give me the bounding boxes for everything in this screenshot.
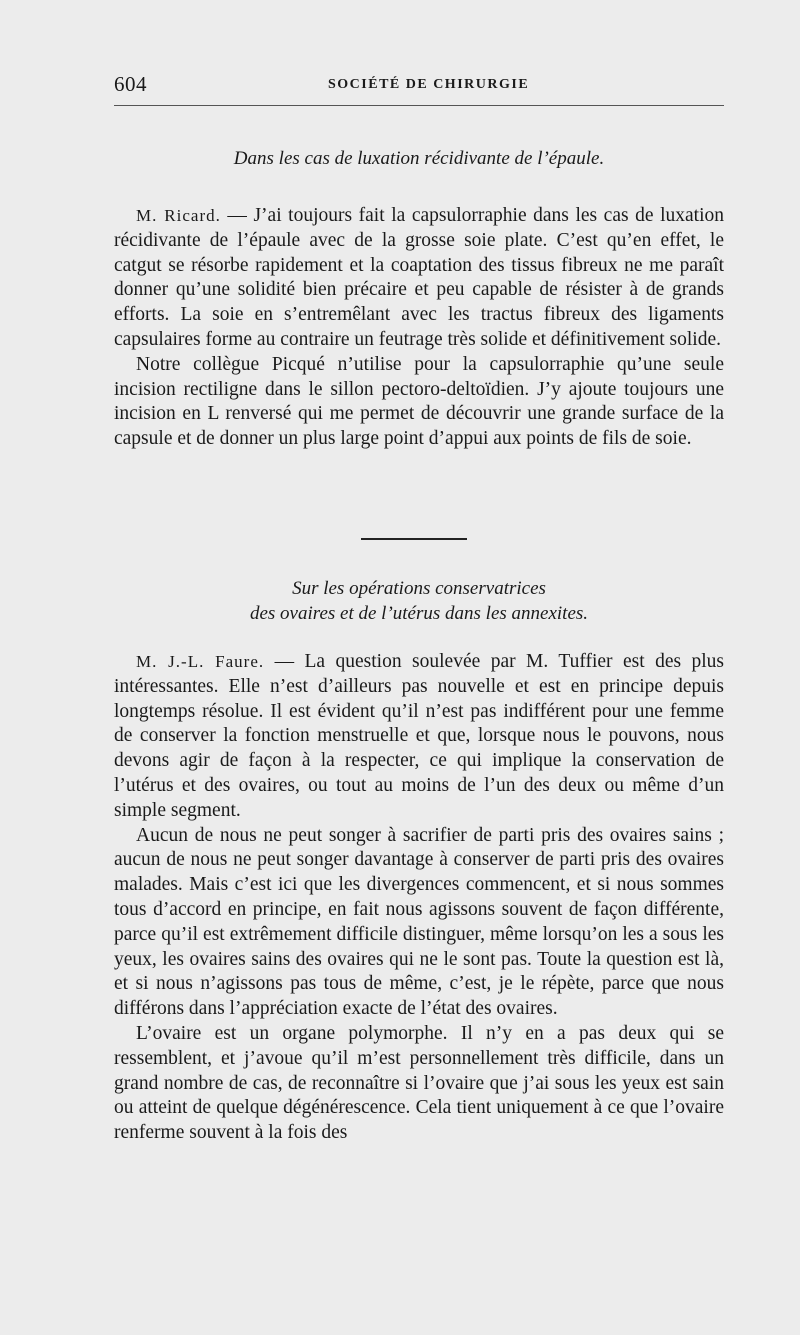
paragraph-text: Notre collègue Picqué n’utilise pour la capsulorraphie qu’une seule incision rectiligne dans le sillon pectoro-deltoïdien. J’y ajoute toujours une incision en L renversé qui me permet de découvrir une grande surface de la capsule et de donner un plus large point d’appui aux points de fils de soie.	[114, 353, 724, 450]
paragraph-text: — La question soulevée par M. Tuffier est des plus intéressantes. Elle n’est d’ailleurs pas nouvelle et est en principe depuis longtemps résolue. Il est évident qu’il n’est pas indifférent pour une femme de conserver la fonction menstruelle et que, lorsque nous le pouvons, nous devons agir de façon à la respecter, ce qui implique la conservation de l’utérus et des ovaires, ou tout au moins de l’un des deux ou même d’un simple segment.	[114, 651, 725, 821]
section-title-line1: Sur les opérations conservatrices	[292, 578, 546, 599]
running-title: SOCIÉTÉ DE CHIRURGIE	[328, 77, 530, 92]
paragraph-text: Aucun de nous ne peut songer à sacrifier de parti pris des ovaires sains ; aucun de nous ne peut songer davantage à conserver de parti pris des ovaires malades. Mais c’est ici que les divergences commencent, et si nous sommes tous d’accord en principe, en fait nous agissons souvent de façon différente, parce qu’il est extrêmement difficile distinguer, même lorsqu’on les a sous les yeux, les ovaires sains des ovaires qui ne le sont pas. Toute la question est là, et si nous n’agissons pas tous de même, c’est, je le répète, parce que nous différons dans l’appréciation exacte de l’état des ovaires.	[114, 824, 724, 1020]
page-header	[114, 70, 724, 100]
section-body-ovaires	[114, 650, 724, 1146]
section-separator	[361, 538, 467, 540]
section-title-line2: des ovaires et de l’utérus dans les annexites.	[249, 603, 589, 624]
paragraph	[114, 650, 724, 824]
speaker-name: M. J.-L. Faure.	[136, 652, 265, 671]
paragraph	[114, 824, 724, 1022]
section-body-luxation	[114, 204, 724, 452]
paragraph	[114, 1022, 724, 1146]
paragraph	[114, 353, 724, 452]
speaker-name: M. Ricard.	[136, 206, 221, 225]
paragraph-text: — J’ai toujours fait la capsulorraphie dans les cas de luxation récidivante de l’épaule avec de la grosse soie plate. C’est qu’en effet, le catgut se résorbe rapidement et la coaptation des tissus fibreux ne me paraît donner qu’une solidité bien précaire et peu capable de résister à de grands efforts. La soie en s’entremêlant avec les tractus fibreux des ligaments capsulaires forme au contraire un feutrage très solide et définitivement solide.	[114, 205, 724, 350]
paragraph-text: L’ovaire est un organe polymorphe. Il n’y en a pas deux qui se ressemblent, et j’avoue qu’il m’est personnellement très difficile, dans un grand nombre de cas, de reconnaître si l’ovaire que j’ai sous les yeux est sain ou atteint de quelque dégénérescence. Cela tient uniquement à ce que l’ovaire renferme souvent à la fois des	[114, 1022, 724, 1144]
header-rule	[114, 105, 724, 106]
page-number: 604	[114, 72, 147, 96]
section-title-luxation: Dans les cas de luxation récidivante de l’épaule.	[233, 148, 605, 169]
paragraph	[114, 204, 724, 353]
